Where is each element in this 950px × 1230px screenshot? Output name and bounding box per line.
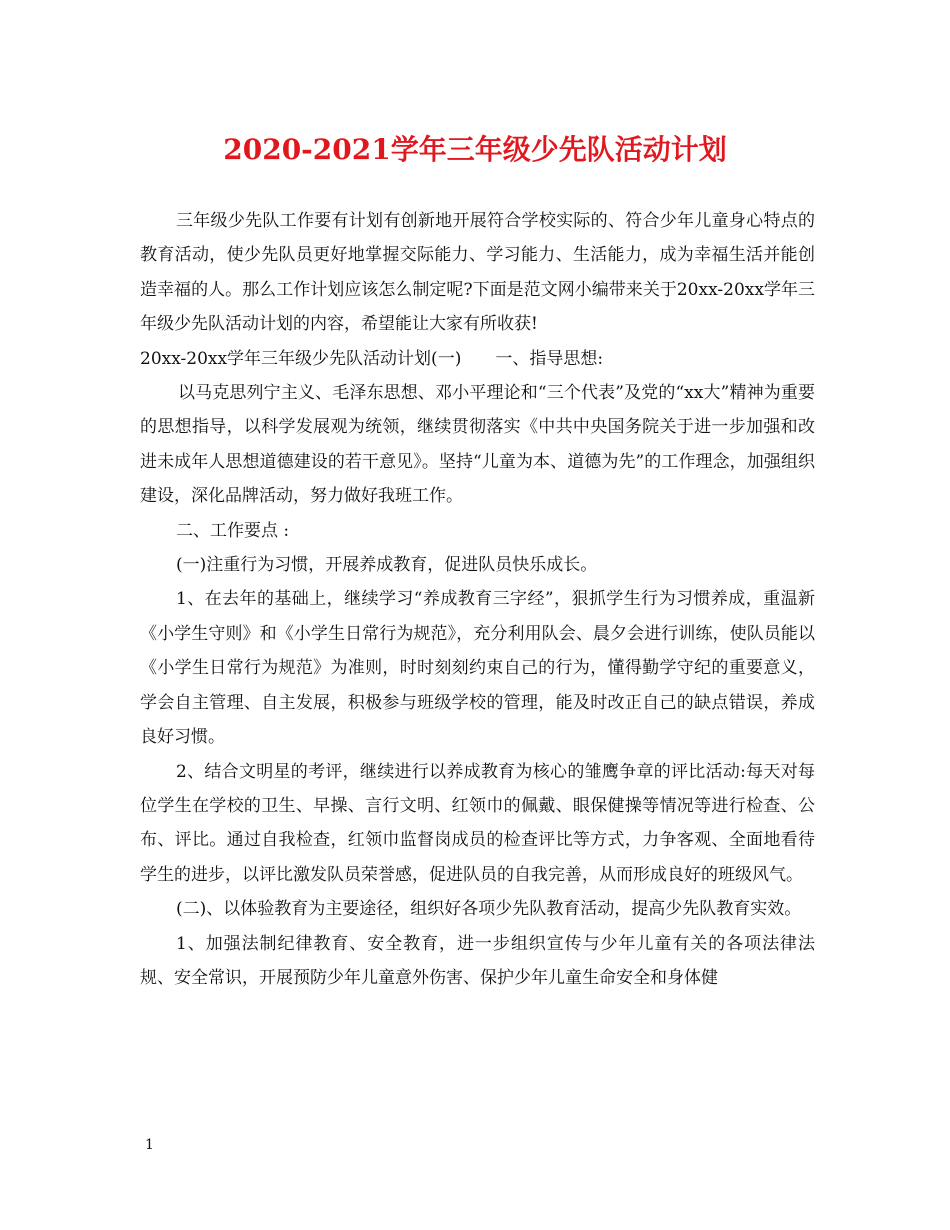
subsection-heading-two: (二)、以体验教育为主要途径，组织好各项少先队教育活动，提高少先队教育实效。 bbox=[176, 899, 802, 920]
list-item-1: 1、在去年的基础上，继续学习“养成教育三字经”，狠抓学生行为习惯养成，重温新《小学生守则》和《小学生日常行为规范》，充分利用队会、晨夕会进行训练，使队员能以《小学生日常行为规范》为准则，时时刻刻约束自己的行为，懂得勤学守纪的重要意义，学会自主管理、自主发展，积极参与班级学校的管理，能及时改正自己的缺点错误，养成良好习惯。 bbox=[140, 589, 815, 748]
document-title: 2020-2021学年三年级少先队活动计划 bbox=[223, 133, 727, 166]
document-body bbox=[140, 204, 815, 995]
section-heading-plan-one: 20xx-20xx学年三年级少先队活动计划(一) 一、指导思想: bbox=[140, 348, 604, 369]
work-points-heading: 二、工作要点 : bbox=[176, 520, 290, 541]
guiding-ideology-paragraph: 以马克思列宁主义、毛泽东思想、邓小平理论和“三个代表”及党的“xx大”精神为重要的思想指导，以科学发展观为统领，继续贯彻落实《中共中央国务院关于进一步加强和改进未成年人思想道德建设的若干意见》。坚持“儿童为本、道德为先”的工作理念，加强组织建设，深化品牌活动，努力做好我班工作。 bbox=[140, 383, 815, 507]
list-item-3: 1、加强法制纪律教育、安全教育，进一步组织宣传与少年儿童有关的各项法律法规、安全常识，开展预防少年儿童意外伤害、保护少年儿童生命安全和身体健 bbox=[140, 933, 815, 988]
page-number: 1 bbox=[145, 1137, 154, 1153]
list-item-2: 2、结合文明星的考评，继续进行以养成教育为核心的雏鹰争章的评比活动:每天对每位学生在学校的卫生、早操、言行文明、红领巾的佩戴、眼保健操等情况等进行检查、公布、评比。通过自我检查，红领巾监督岗成员的检查评比等方式，力争客观、全面地看待学生的进步，以评比激发队员荣誉感，促进队员的自我完善，从而形成良好的班级风气。 bbox=[140, 761, 815, 885]
intro-paragraph: 三年级少先队工作要有计划有创新地开展符合学校实际的、符合少年儿童身心特点的教育活动，使少先队员更好地掌握交际能力、学习能力、生活能力，成为幸福生活并能创造幸福的人。那么工作计划应该怎么制定呢?下面是范文网小编带来关于20xx-20xx学年三年级少先队活动计划的内容，希望能让大家有所收获! bbox=[140, 211, 815, 335]
subsection-heading-one: (一)注重行为习惯，开展养成教育，促进队员快乐成长。 bbox=[176, 555, 598, 576]
